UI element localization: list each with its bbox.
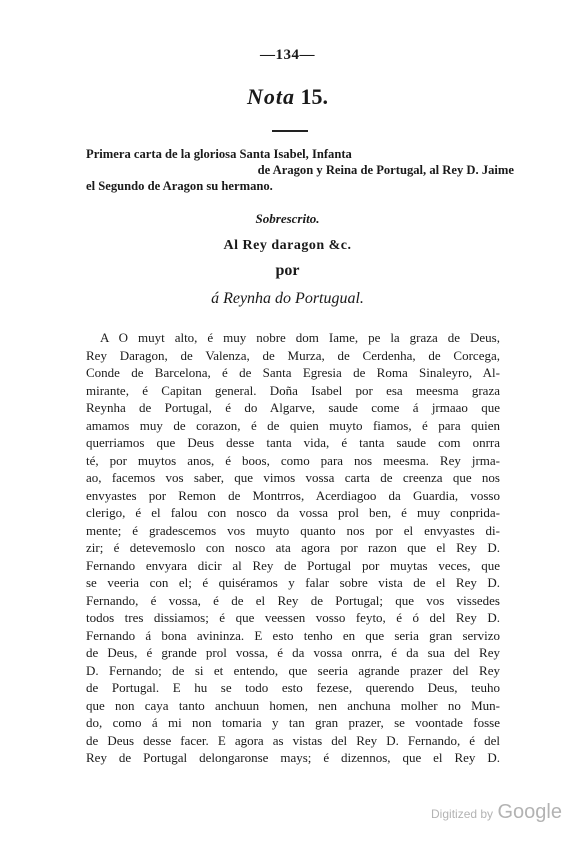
body-line: envyastes por Remon de Montrros, Acerdiagoo da Guardia, vosso: [86, 487, 500, 503]
watermark-prefix: Digitized by: [431, 807, 494, 821]
body-line: todos tres dissiamos; é que veessen vosso feyto, é ó del Rey D.: [86, 610, 500, 625]
body-line: que non caya tanto anchuun homen, nen anchuna molher no Mun-: [86, 697, 500, 713]
letter-body: [86, 329, 500, 767]
body-line: Rey de Portugal delongaronse mays; é dizennos, que el Rey D.: [86, 750, 500, 765]
body-line: té, por muytos anos, é boos, como para nos meesma. Rey jrma-: [86, 452, 500, 468]
body-line: do, como á mi non tomaria y tan gran prazer, se voontade fosse: [86, 715, 500, 730]
title-line: el Segundo de Aragon su hermano.: [86, 179, 273, 193]
body-line: zir; é detevemoslo con nosco ata agora por razon que el Rey D.: [86, 540, 500, 555]
note-label: Nota: [247, 84, 295, 109]
address-line: Al Rey daragon &c.: [223, 238, 352, 253]
body-line: D. Fernando; de si et entendo, que seeria agrande prazer del Rey: [86, 662, 500, 678]
body-line: amamos muy de corazon, é de quien muyto fiamos, é para quien: [86, 417, 500, 433]
page-number: —134—: [260, 47, 315, 63]
letter-title: [86, 146, 514, 194]
digitized-watermark: [431, 801, 562, 824]
body-line: Conde de Barcelona, é de Santa Egresia de Roma Sinaleyro, Al-: [86, 365, 500, 380]
body-line: A O muyt alto, é muy nobre dom Iame, pe la graza de Deus,: [100, 330, 500, 345]
body-line: Reynha de Portugal, é do Algarve, saude come á jrmaao que: [86, 400, 500, 415]
body-line: mente; é gradescemos vos muyto quanto nos por el envyastes di-: [86, 522, 500, 538]
body-line: de Deus, é grande prol vossa, é da vossa onrra, é da sua del Rey: [86, 645, 500, 660]
body-line: de Portugal. E hu se todo esto fezese, querendo Deus, teuho: [86, 680, 500, 695]
sender-line: á Reynha do Portugual.: [211, 290, 364, 307]
title-line: Primera carta de la gloriosa Santa Isabel, Infanta: [86, 147, 352, 161]
body-line: se veeria con el; é quiséramos y falar sobre vista de el Rey D.: [86, 575, 500, 590]
note-number: 15.: [300, 84, 328, 109]
por-line: por: [275, 262, 300, 279]
body-line: clerigo, é el falou con nosco da vossa prol ben, é muy conprida-: [86, 505, 500, 520]
body-line: ao, facemos vos saber, que vimos vossa carta de creenza que nos: [86, 470, 500, 485]
title-line: de Aragon y Reina de Portugal, al Rey D. Jaime: [257, 163, 514, 177]
body-line: Fernando á bona avininza. E esto tenho en que seria gran servizo: [86, 627, 500, 643]
heading-rule: [272, 130, 308, 132]
body-line: Fernando, é vossa, é de el Rey de Portugal; que vos vissedes: [86, 592, 500, 608]
watermark-brand: Google: [497, 801, 562, 823]
body-line: mirante, é Capitan general. Doña Isabel por esa meesma graza: [86, 382, 500, 398]
note-heading: [0, 84, 575, 110]
body-line: Rey Daragon, de Valenza, de Murza, de Cerdenha, de Corcega,: [86, 347, 500, 363]
body-line: de Deus desse facer. E agora as vistas del Rey D. Fernando, é del: [86, 732, 500, 748]
body-line: querriamos que Deus desse tanta vida, é tanta saude com onrra: [86, 435, 500, 450]
sobrescrito-label: Sobrescrito.: [255, 211, 320, 226]
body-line: Fernando envyara dicir al Rey de Portugal por muytas veces, que: [86, 557, 500, 573]
